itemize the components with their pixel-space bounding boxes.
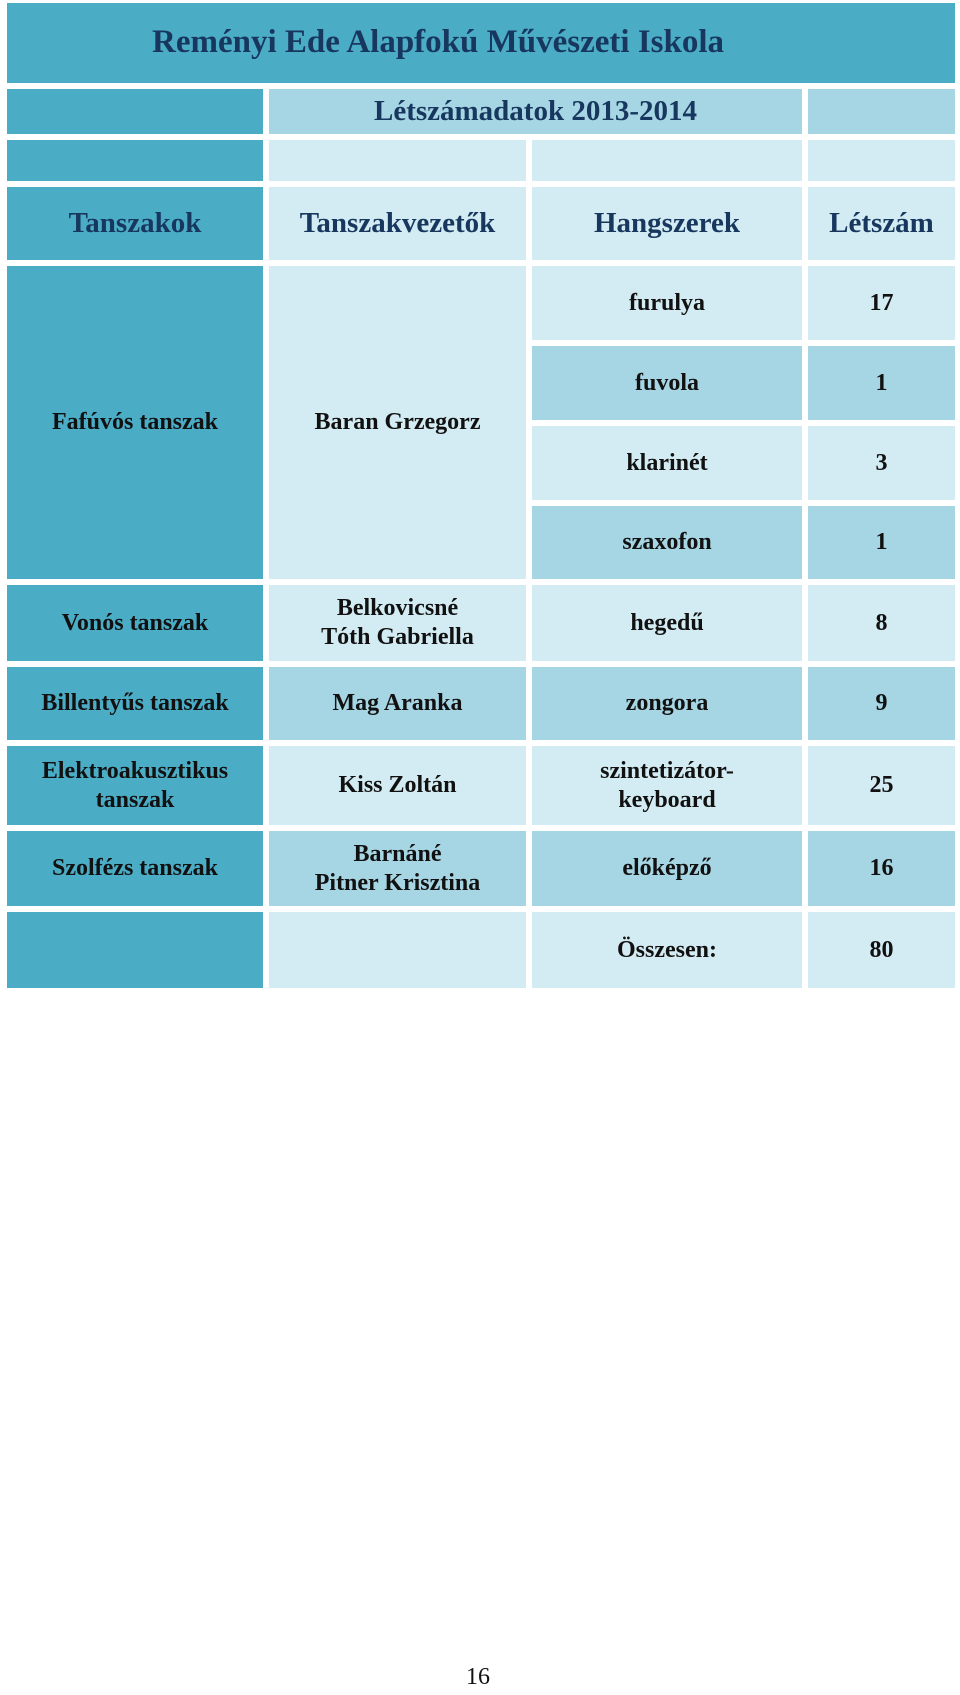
instrument-cell: furulya — [532, 266, 802, 340]
count-cell: 1 — [808, 506, 955, 579]
total-count: 80 — [808, 912, 955, 988]
total-label: Összesen: — [532, 912, 802, 988]
count-cell: 9 — [808, 667, 955, 740]
header-departments: Tanszakok — [7, 187, 263, 260]
school-title: Reményi Ede Alapfokú Művészeti Iskola — [7, 3, 955, 83]
head-line: Tóth Gabriella — [321, 624, 474, 650]
count-cell: 3 — [808, 426, 955, 500]
instrument-cell: klarinét — [532, 426, 802, 500]
page-number: 16 — [466, 1664, 490, 1690]
instrument-cell: fuvola — [532, 346, 802, 420]
count-cell: 1 — [808, 346, 955, 420]
blank-cell — [808, 140, 955, 181]
head-line: Barnáné — [353, 840, 442, 867]
blank-cell — [269, 912, 526, 988]
head-billentyus: Mag Aranka — [269, 667, 526, 740]
blank-cell — [532, 140, 802, 181]
head-line: Belkovicsné — [336, 595, 459, 622]
department-fafuvos: Fafúvós tanszak — [7, 266, 263, 579]
count-cell: 25 — [808, 746, 955, 825]
subtitle: Létszámadatok 2013-2014 — [269, 89, 802, 134]
header-count: Létszám — [808, 187, 955, 260]
instrument-line: szintetizátor- — [600, 757, 734, 784]
head-vonos — [269, 585, 526, 661]
blank-cell — [7, 912, 263, 988]
instrument-cell: hegedű — [532, 585, 802, 661]
count-cell: 16 — [808, 831, 955, 906]
count-cell: 17 — [808, 266, 955, 340]
instrument-line: keyboard — [618, 786, 716, 813]
department-line: Elektroakusztikus — [41, 757, 229, 784]
header-heads: Tanszakvezetők — [269, 187, 526, 260]
head-szolfezs — [269, 831, 526, 906]
head-line: Pitner Krisztina — [314, 869, 481, 896]
department-szolfezs: Szolfézs tanszak — [7, 831, 263, 906]
department-elektro — [7, 746, 263, 825]
department-line: tanszak — [95, 786, 175, 813]
department-vonos: Vonós tanszak — [7, 585, 263, 661]
header-instruments: Hangszerek — [532, 187, 802, 260]
blank-cell — [7, 89, 263, 134]
count-cell: 8 — [808, 585, 955, 661]
department-billentyus: Billentyűs tanszak — [7, 667, 263, 740]
instrument-cell: zongora — [532, 667, 802, 740]
instrument-cell: előképző — [532, 831, 802, 906]
blank-cell — [269, 140, 526, 181]
blank-cell — [808, 89, 955, 134]
instrument-cell — [532, 746, 802, 825]
head-fafuvos: Baran Grzegorz — [269, 266, 526, 579]
instrument-cell: szaxofon — [532, 506, 802, 579]
blank-cell — [7, 140, 263, 181]
head-elektro: Kiss Zoltán — [269, 746, 526, 825]
